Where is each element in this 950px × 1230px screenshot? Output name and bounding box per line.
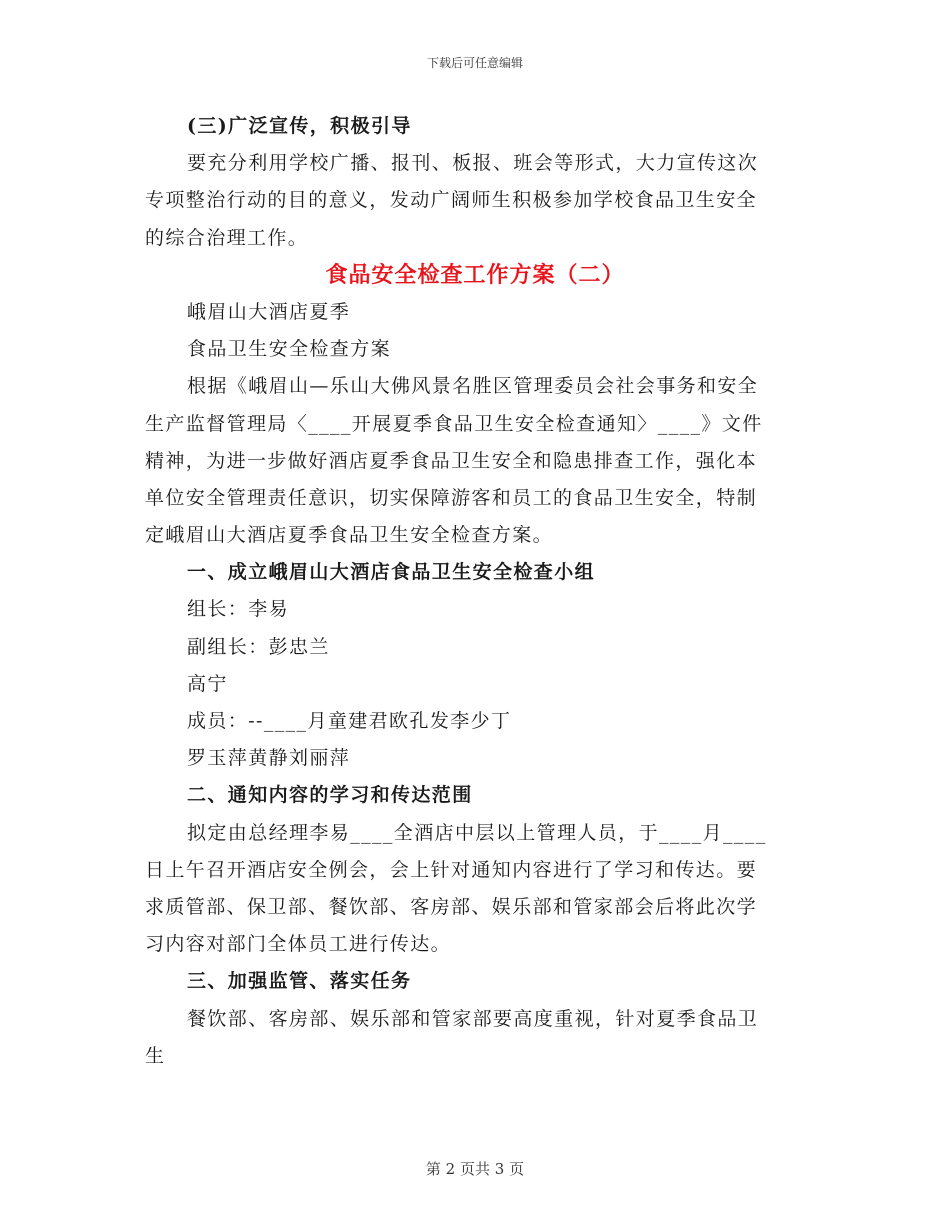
paragraph-line: 生 [145, 1044, 166, 1067]
document-body [145, 108, 805, 1075]
paragraph-line: 副组长：彭忠兰 [187, 635, 330, 658]
section-heading: (三)广泛宣传，积极引导 [187, 115, 412, 137]
paragraph-line: 专项整治行动的目的意义，发动广阔师生积极参加学校食品卫生安全 [145, 189, 758, 212]
section-heading: 一、成立峨眉山大酒店食品卫生安全检查小组 [187, 561, 596, 584]
paragraph-line: 峨眉山大酒店夏季 [187, 300, 351, 323]
paragraph-line: 精神，为进一步做好酒店夏季食品卫生安全和隐患排查工作，强化本 [145, 449, 758, 472]
paragraph-line: 根据《峨眉山—乐山大佛风景名胜区管理委员会社会事务和安全 [187, 375, 759, 398]
paragraph-line: 高宁 [187, 672, 228, 695]
paragraph-line: 习内容对部门全体员工进行传达。 [145, 933, 452, 956]
paragraph-line: 要充分利用学校广播、报刊、板报、班会等形式，大力宣传这次 [187, 152, 759, 175]
section-heading: 三、加强监管、落实任务 [187, 970, 412, 993]
section-heading: 二、通知内容的学习和传达范围 [187, 784, 473, 807]
paragraph-line: 单位安全管理责任意识，切实保障游客和员工的食品卫生安全，特制 [145, 486, 758, 509]
paragraph-line: 食品卫生安全检查方案 [187, 338, 392, 361]
paragraph-line: 组长：李易 [187, 598, 290, 621]
paragraph-line: 生产监督管理局〈____开展夏季食品卫生安全检查通知〉____》文件 [145, 412, 763, 435]
paragraph-line: 日上午召开酒店安全例会，会上针对通知内容进行了学习和传达。要 [145, 858, 758, 881]
page-header: 下载后可任意编辑 [426, 56, 523, 70]
paragraph-line: 的综合治理工作。 [145, 226, 309, 249]
document-title: 食品安全检查工作方案（二） [325, 261, 625, 288]
paragraph-line: 求质管部、保卫部、餐饮部、客房部、娱乐部和管家部会后将此次学 [145, 895, 758, 918]
page-footer: 第 2 页共 3 页 [425, 1160, 525, 1178]
paragraph-line: 拟定由总经理李易____全酒店中层以上管理人员，于____月____ [187, 821, 767, 844]
paragraph-line: 定峨眉山大酒店夏季食品卫生安全检查方案。 [145, 524, 554, 547]
paragraph-line: 餐饮部、客房部、娱乐部和管家部要高度重视，针对夏季食品卫 [187, 1007, 759, 1030]
paragraph-line: 罗玉萍黄静刘丽萍 [187, 747, 351, 770]
paragraph-line: 成员：--____月童建君欧孔发李少丁 [187, 710, 512, 732]
